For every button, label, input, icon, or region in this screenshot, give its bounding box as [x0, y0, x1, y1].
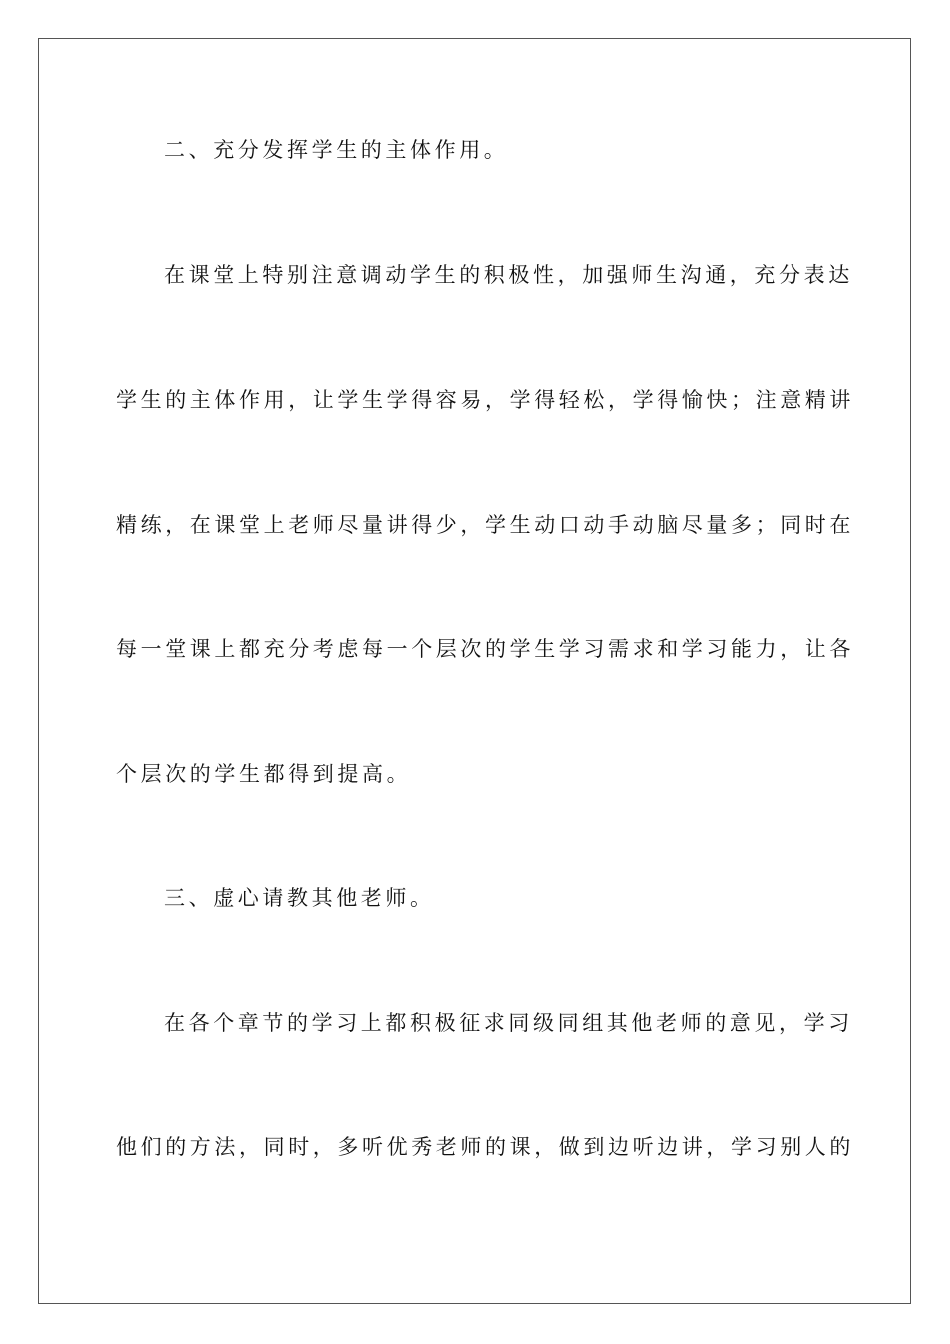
- section-heading-3: 三、虚心请教其他老师。: [164, 886, 435, 910]
- paragraph-line: 他们的方法，同时，多听优秀老师的课，做到边听边讲，学习别人的: [116, 1135, 854, 1159]
- paragraph-line: 精练，在课堂上老师尽量讲得少，学生动口动手动脑尽量多；同时在: [116, 513, 854, 537]
- paragraph-line: 每一堂课上都充分考虑每一个层次的学生学习需求和学习能力，让各: [116, 637, 854, 661]
- paragraph-line: 在各个章节的学习上都积极征求同级同组其他老师的意见，学习: [164, 1011, 853, 1035]
- paragraph-line: 学生的主体作用，让学生学得容易，学得轻松，学得愉快；注意精讲: [116, 388, 854, 412]
- section-heading-2: 二、充分发挥学生的主体作用。: [164, 138, 509, 162]
- page-border: [38, 38, 911, 1304]
- paragraph-line: 个层次的学生都得到提高。: [116, 762, 412, 786]
- paragraph-line: 在课堂上特别注意调动学生的积极性，加强师生沟通，充分表达: [164, 263, 853, 287]
